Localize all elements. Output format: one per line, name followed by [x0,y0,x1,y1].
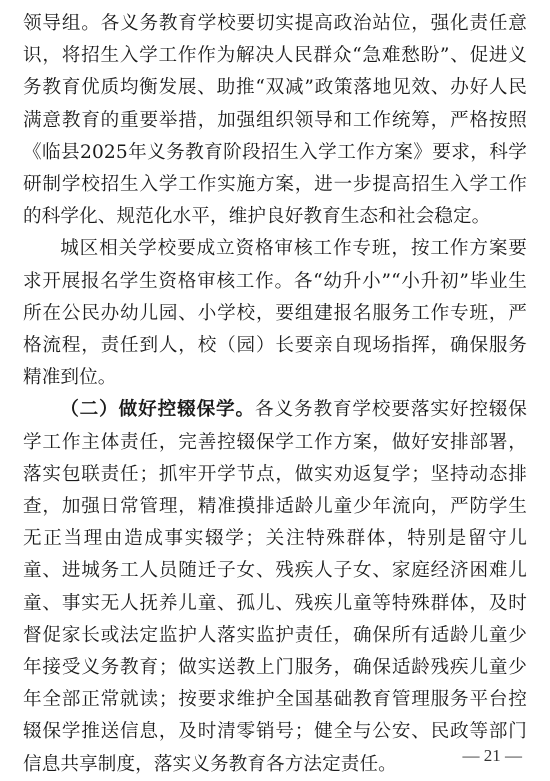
paragraph-qualification-review: 城区相关学校要成立资格审核工作专班，按工作方案要求开展报名学生资格审核工作。各“幼升小”“小升初”毕业生所在公民办幼儿园、小学校，要组建报名服务工作专班，严格流程，责任到人，校（园）长要亲自现场指挥，确保服务精准到位。 [23,238,527,389]
section-heading: （二）做好控辍保学。 [60,399,256,421]
paragraph-dropout-control [23,394,527,780]
paragraph-continuation: 领导组。各义务教育学校要切实提高政治站位，强化责任意识，将招生入学工作作为解决人民群众“急难愁盼”、促进义务教育优质均衡发展、助推“双减”政策落地见效、办好人民满意教育的重要举措，加强组织领导和工作统筹，严格按照《临县2025年义务教育阶段招生入学工作方案》要求，科学研制学校招生入学工作实施方案，进一步提高招生入学工作的科学化、规范化水平，维护良好教育生态和社会稳定。 [23,13,527,228]
page-number: — 21 — [462,746,522,765]
section-body: 各义务教育学校要落实好控辍保学工作主体责任，完善控辍保学工作方案，做好安排部署，落实包联责任；抓牢开学节点，做实劝返复学；坚持动态排查，加强日常管理，精准摸排适龄儿童少年流向，严防学生无正当理由造成事实辍学；关注特殊群体，特别是留守儿童、进城务工人员随迁子女、残疾人子女、家庭经济困难儿童、事实无人抚养儿童、孤儿、残疾儿童等特殊群体，及时督促家长或法定监护人落实监护责任，确保所有适龄儿童少年接受义务教育；做实送教上门服务，确保适龄残疾儿童少年全部正常就读；按要求维护全国基础教育管理服务平台控辍保学推送信息，及时清零销号；健全与公安、民政等部门信息共享制度，落实义务教育各方法定责任。 [23,399,527,775]
